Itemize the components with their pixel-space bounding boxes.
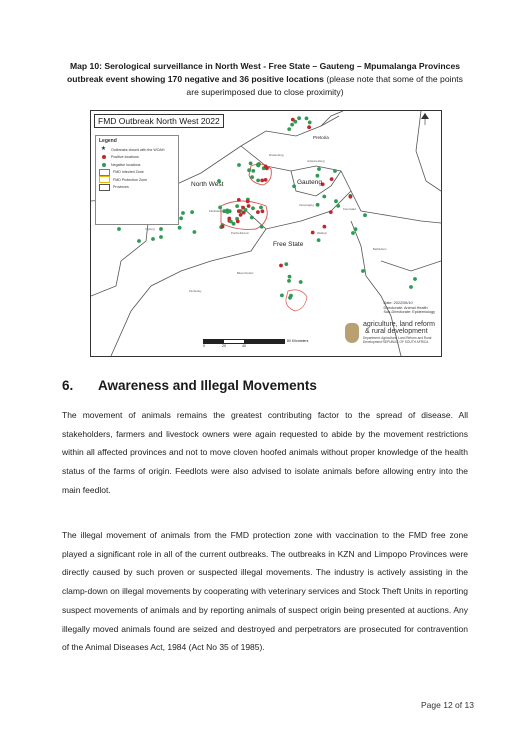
- negative-location-dot: [308, 121, 312, 125]
- positive-location-dot: [279, 264, 283, 268]
- negative-location-dot: [159, 235, 163, 239]
- map-info-line: Sub-Directorate: Epidemiology: [383, 310, 435, 315]
- negative-location-dot: [322, 195, 326, 199]
- negative-location-dot: [237, 163, 241, 167]
- logo-line: & rural development: [365, 328, 428, 335]
- scale-label: 80 Kilometers: [287, 339, 309, 343]
- positive-location-dot: [239, 213, 243, 217]
- map-legend: [95, 135, 179, 225]
- scale-label: 20: [222, 344, 226, 348]
- negative-location-dot: [288, 296, 292, 300]
- positive-location-dot: [236, 220, 240, 224]
- paragraph: The movement of animals remains the greatest contributing factor to the spread of disease. All stakeholders, farmers and livestock owners were again requested to abide by the movement restrictions within all affected provinces and not to move cloven hoofed animals without proper knowledge of the health status of the farms of origin. Feedlots were also advised to isolate animals before allowing entry into the main feedlot.: [62, 410, 468, 495]
- negative-location-dot: [151, 237, 155, 241]
- negative-location-dot: [299, 280, 303, 284]
- negative-location-dot: [181, 211, 185, 215]
- negative-location-dot: [247, 168, 251, 172]
- positive-dot-icon: [102, 155, 106, 159]
- negative-location-dot: [193, 230, 197, 234]
- positive-location-dot: [349, 195, 353, 199]
- province-boundary: [381, 261, 441, 271]
- place-label: Bloemfontein: [237, 271, 254, 275]
- negative-location-dot: [297, 116, 301, 120]
- legend-label: Outbreaks closed with the WOAH: [111, 147, 165, 152]
- paragraph: The illegal movement of animals from the FMD protection zone with vaccination to the FMD free zone played a significant role in all of the current outbreaks. The outbreaks in KZN and Limpopo Provinces were directly caused by such proven or suspected illegal movements. The industry is actively assisting in the clamp-down on illegal movements by cooperating with veterinary services and Stock Theft Units in reporting suspect movements of animals and by reporting animals of suspect origin being presented at auctions. Any illegally moved animals found are seized and destroyed and perpetrators are prosecuted for contravention of the Animal Diseases Act, 1984 (Act No 35 of 1985).: [62, 530, 468, 653]
- positive-location-dot: [261, 209, 265, 213]
- negative-location-dot: [251, 169, 255, 173]
- negative-location-dot: [260, 225, 264, 229]
- place-label: Vereeniging: [299, 203, 314, 207]
- map-title: FMD Outbreak North West 2022: [94, 114, 224, 128]
- negative-location-dot: [409, 285, 413, 289]
- negative-location-dot: [117, 227, 121, 231]
- legend-item-negative: [99, 161, 178, 169]
- place-label: Kroonstad: [343, 207, 356, 211]
- place-label: Kimberley: [189, 289, 202, 293]
- negative-location-dot: [334, 199, 338, 203]
- fmd-zone-outline: [221, 201, 267, 229]
- star-icon: ★: [100, 146, 107, 153]
- negative-location-dot: [250, 216, 254, 220]
- negative-location-dot: [361, 269, 365, 273]
- place-label: Welkom: [317, 231, 328, 235]
- fmd-zone-outline: [286, 290, 307, 311]
- negative-location-dot: [354, 227, 358, 231]
- legend-title: Legend: [99, 138, 117, 144]
- scale-label: 40: [242, 344, 246, 348]
- protection-zone-swatch: [99, 176, 110, 183]
- positive-location-dot: [237, 209, 241, 213]
- negative-location-dot: [257, 162, 261, 166]
- map-info: [384, 301, 436, 315]
- negative-location-dot: [159, 227, 163, 231]
- negative-location-dot: [316, 203, 320, 207]
- legend-label: Provinces: [113, 185, 129, 190]
- negative-location-dot: [259, 206, 263, 210]
- outbreak-map: [90, 110, 442, 357]
- negative-location-dot: [317, 238, 321, 242]
- positive-location-dot: [247, 204, 251, 208]
- city-label-pretoria: Pretoria: [313, 135, 329, 140]
- positive-location-dot: [307, 125, 311, 129]
- department-logo: [345, 321, 437, 351]
- caption-bold: Map 10: Serological surveillance in North West - Free State – Gauteng – Mpumalanga Provinces outbreak event showing 170 negative and 36 positive locations: [67, 61, 460, 84]
- positive-location-dot: [256, 210, 260, 214]
- negative-location-dot: [316, 174, 320, 178]
- negative-location-dot: [256, 179, 260, 183]
- place-label: Johannesburg: [307, 159, 325, 163]
- positive-location-dot: [311, 231, 315, 235]
- negative-location-dot: [179, 216, 183, 220]
- legend-item-outbreaks-closed: [99, 146, 178, 154]
- legend-label: Negative locations: [111, 162, 141, 167]
- place-label: Klerksdorp: [209, 209, 223, 213]
- negative-location-dot: [333, 169, 337, 173]
- province-boundary: [416, 111, 441, 191]
- positive-location-dot: [291, 118, 295, 122]
- positive-location-dot: [221, 225, 225, 229]
- negative-location-dot: [190, 210, 194, 214]
- positive-location-dot: [260, 179, 264, 183]
- scale-label: 0: [203, 344, 205, 348]
- place-label: Bethlehem: [373, 247, 387, 251]
- negative-location-dot: [137, 239, 141, 243]
- negative-location-dot: [351, 231, 355, 235]
- negative-location-dot: [232, 222, 236, 226]
- legend-item-provinces: [99, 184, 178, 192]
- negative-location-dot: [251, 206, 255, 210]
- negative-location-dot: [226, 210, 230, 214]
- negative-location-dot: [287, 127, 291, 131]
- logo-small-text: Department: Agriculture, Land Reform and Rural Development REPUBLIC OF SOUTH AFRICA: [363, 336, 432, 344]
- negative-location-dot: [413, 277, 417, 281]
- caption-note: (please note that some of the points are superimposed due to close proximity): [186, 74, 463, 97]
- negative-location-dot: [290, 123, 294, 127]
- province-boundary: [241, 191, 351, 229]
- positive-location-dot: [323, 225, 327, 229]
- legend-label: FMD Protection Zone: [113, 177, 148, 182]
- legend-item-infected-zone: [99, 169, 178, 177]
- province-boundary: [241, 146, 441, 223]
- negative-location-dot: [250, 175, 254, 179]
- positive-location-dot: [237, 198, 241, 202]
- legend-item-protection-zone: [99, 176, 178, 184]
- negative-location-dot: [287, 279, 291, 283]
- positive-location-dot: [264, 165, 268, 169]
- positive-location-dot: [329, 210, 333, 214]
- page-number: Page 12 of 13: [421, 700, 474, 710]
- province-swatch: [99, 184, 110, 191]
- legend-label: FMD Infected Zone: [113, 170, 144, 175]
- province-label-gauteng: Gauteng: [297, 179, 322, 186]
- infected-zone-swatch: [99, 169, 110, 176]
- negative-location-dot: [317, 167, 321, 171]
- place-label: Vryburg: [145, 227, 155, 231]
- province-label-free-state: Free State: [273, 241, 304, 248]
- map-info-line: Directorate: Animal Health: [383, 305, 428, 310]
- scale-bar: [203, 331, 313, 351]
- negative-location-dot: [284, 262, 288, 266]
- negative-location-dot: [178, 226, 182, 230]
- negative-location-dot: [280, 294, 284, 298]
- map-caption: [62, 60, 468, 99]
- section-title: Awareness and Illegal Movements: [98, 378, 317, 393]
- section-heading: [62, 378, 317, 393]
- negative-location-dot: [363, 213, 367, 217]
- negative-dot-icon: [102, 163, 106, 167]
- legend-item-positive: [99, 154, 178, 162]
- negative-location-dot: [336, 204, 340, 208]
- negative-location-dot: [249, 162, 253, 166]
- negative-location-dot: [235, 204, 239, 208]
- negative-location-dot: [292, 184, 296, 188]
- positive-location-dot: [264, 178, 268, 182]
- section-number: 6.: [62, 378, 74, 393]
- positive-location-dot: [246, 200, 250, 204]
- place-label: Potchefstroom: [231, 231, 250, 235]
- legend-label: Positive locations: [111, 155, 139, 160]
- province-label-north-west: North West: [191, 181, 224, 188]
- place-label: Rustenburg: [269, 153, 284, 157]
- negative-location-dot: [288, 275, 292, 279]
- coat-of-arms-icon: [345, 323, 359, 343]
- negative-location-dot: [305, 117, 309, 121]
- logo-line: agriculture, land reform: [363, 321, 435, 328]
- map-date: Date: 2022/06/10: [383, 301, 413, 305]
- positive-location-dot: [330, 177, 334, 181]
- negative-location-dot: [244, 208, 248, 212]
